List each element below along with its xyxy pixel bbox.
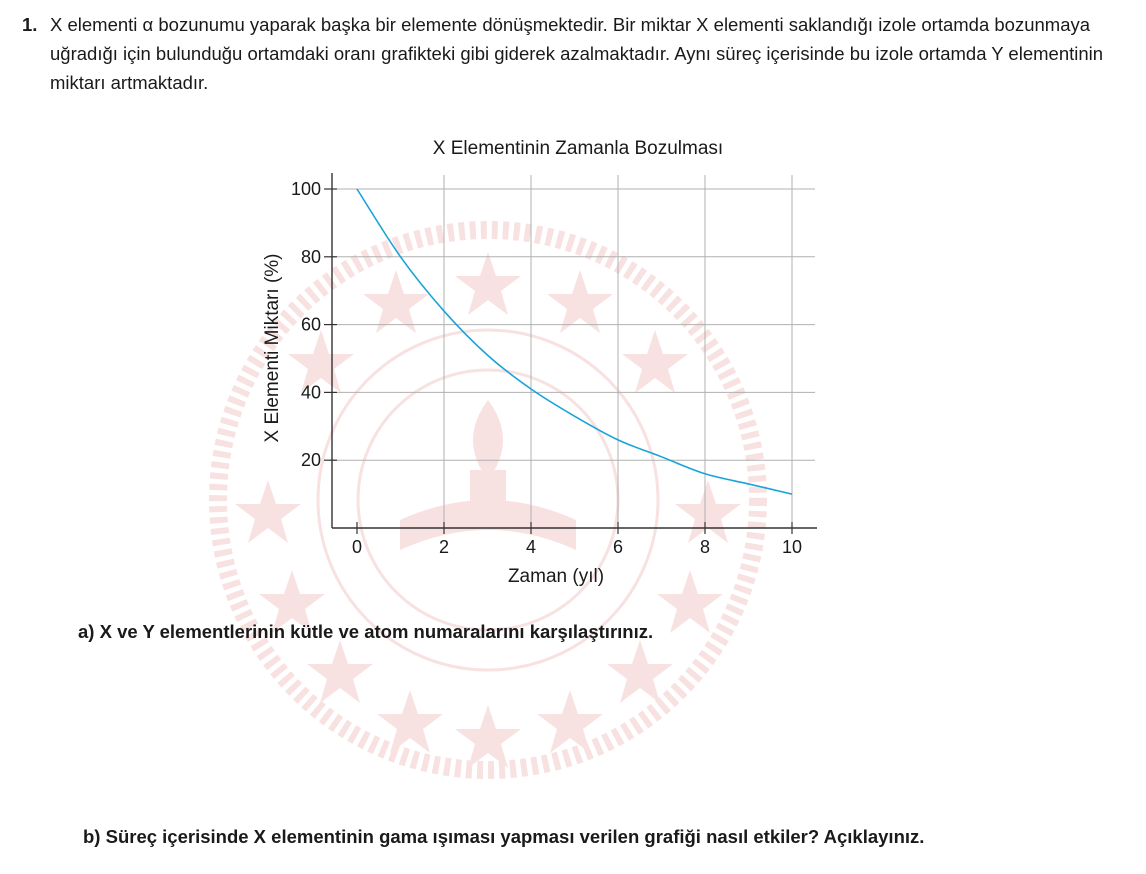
question-text: X elementi α bozunumu yaparak başka bir elemente dönüşmektedir. Bir miktar X elementi saklandığı izole ortamda bozunmaya uğradığı için bulunduğu ortamdaki oranı grafikteki gibi giderek azalmaktadır. Aynı süreç içerisinde bu izole ortamda Y elementinin miktarı artmaktadır. — [50, 14, 1104, 93]
x-tick-label: 4 — [525, 537, 537, 557]
x-tick-label: 6 — [612, 537, 624, 557]
axes — [324, 173, 817, 534]
y-tick-label: 60 — [300, 314, 321, 335]
watermark-seal — [218, 230, 758, 770]
y-tick-label: 80 — [300, 246, 321, 267]
y-tick-label: 40 — [300, 382, 321, 403]
y-axis-label: X Elementi Miktarı (%) — [262, 253, 283, 443]
y-tick-label: 20 — [300, 450, 321, 471]
x-tick-label: 0 — [351, 537, 363, 557]
y-tick-label: 100 — [290, 179, 321, 199]
chart-title: X Elementinin Zamanla Bozulması — [432, 138, 724, 159]
x-tick-label: 8 — [699, 537, 711, 557]
question-number: 1. — [22, 14, 38, 35]
sub-question-a: a) X ve Y elementlerinin kütle ve atom numaralarını karşılaştırınız. — [78, 621, 654, 642]
sub-question-b: b) Süreç içerisinde X elementinin gama ışıması yapması verilen grafiği nasıl etkiler? Açıklayınız. — [83, 826, 925, 847]
x-axis-label: Zaman (yıl) — [507, 566, 605, 587]
tick-labels — [291, 179, 802, 557]
x-tick-label: 2 — [438, 537, 450, 557]
x-tick-label: 10 — [781, 537, 803, 557]
